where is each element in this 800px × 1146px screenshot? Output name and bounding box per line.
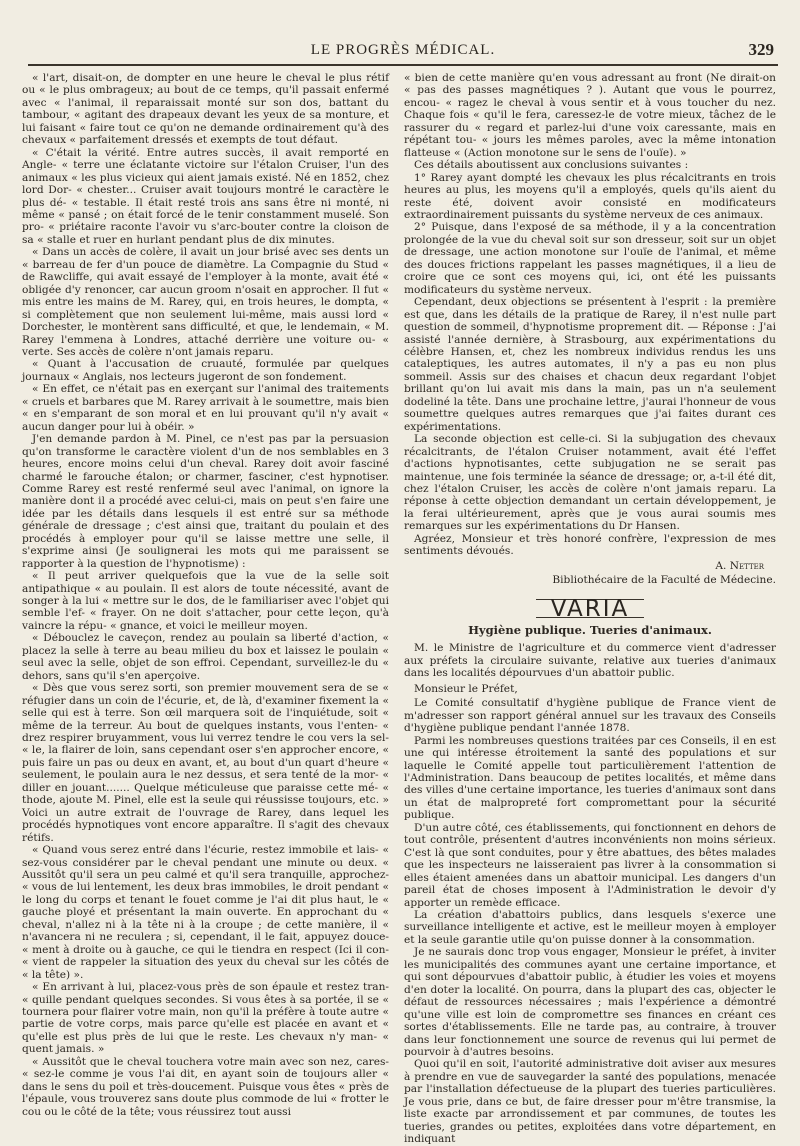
signature-name: A. Netter: [715, 559, 764, 572]
paragraph: Le Comité consultatif d'hygiène publique de France vient de m'adresser son rapport général annuel sur les travaux des Conseils d'hygiène publique pendant l'année 1878.: [404, 697, 776, 735]
varia-heading: VARIA: [536, 599, 644, 618]
circular-intro: M. le Ministre de l'agriculture et du commerce vient d'adresser aux préfets la circulaire suivante, relative aux tueries d'animaux dans les localités dépourvues d'un abattoir public.: [404, 642, 776, 680]
paragraph: « Quant à l'accusation de cruauté, formulée par quelques journaux « Anglais, nos lecteurs jugeront de son fondement.: [22, 358, 389, 383]
paragraph: La seconde objection est celle-ci. Si la subjugation des chevaux récalcitrants, de l'étalon Cruiser notamment, avait été l'effet d'actions hypnotisantes, cette subjugation ne se serait pas maintenue, une fois terminée la séance de dressage; or, a-t-il été dit, chez l'étalon Cruiser, les accès de colère n'ont jamais reparu. La réponse à cette objection demandant un certain développement, je la ferai ultérieurement, après que je vous aurai soumis mes remarques sur les expérimentations du Dr Hansen.: [404, 433, 776, 533]
paragraph: « l'art, disait-on, de dompter en une heure le cheval le plus rétif ou « le plus ombrageux; au bout de ce temps, qu'il passait enfermé avec « l'animal, il reparaissait monté sur son dos, battant du tambour, « agitant des drapeaux devant les yeux de sa monture, et lui faisant « faire tout ce qu'on ne demande ordinairement qu'à des chevaux « parfaitement dressés et exempts de tout défaut.: [22, 72, 389, 147]
section-title: Hygiène publique. Tueries d'animaux.: [468, 623, 712, 638]
paragraph: Agréez, Monsieur et très honoré confrère, l'expression de mes sentiments dévoués.: [404, 532, 776, 558]
paragraph: J'en demande pardon à M. Pinel, ce n'est pas par la persuasion qu'on transforme le caractère violent d'un de nos semblables en 3 heures, encore moins celui d'un cheval. Rarey doit avoir fasciné charmé le farouche étalon; or charmer, fasciner, c'est hypnotiser. Comme Rarey est resté renfermé seul avec l'animal, on ignore la manière dont il a procédé avec celui-ci, mais on peut s'en faire une idée par les détails dans lesquels il est entré sur sa méthode générale de dressage ; c'est ainsi que, traitant du poulain et des procédés à employer pour qu'il se laisse mettre une selle, il s'exprime ainsi (Je soulignerai les mots qui me paraissent se rapporter à la question de l'hypnotisme) :: [22, 433, 389, 570]
paragraph: La création d'abattoirs publics, dans lesquels s'exerce une surveillance intelligente et active, est le meilleur moyen à employer et la seule garantie utile qu'on puisse donner à la consommation.: [404, 909, 776, 946]
paragraph: « En arrivant à lui, placez-vous près de son épaule et restez tran- « quille pendant quelques secondes. Si vous êtes à sa portée, il se « tournera pour flairer votre main, non qu'il la préfère à toute autre « partie de votre corps, mais parce qu'elle est placée en avant et « qu'elle est plus près de lui que le reste. Les chevaux n'y man- « quent jamais. »: [22, 981, 389, 1056]
page-number: 329: [748, 40, 774, 59]
paragraph: Cependant, deux objections se présentent à l'esprit : la première est que, dans les détails de la pratique de Rarey, il n'est nulle part question de sommeil, d'hypnotisme proprement dit. — Réponse : J'ai assisté l'année dernière, à Strasbourg, aux expérimentations du célèbre Hansen, et, chez les nombreux individus rendus les uns cataleptiques, les autres automates, il n'y a pas eu non plus sommeil. Assis sur des chaises et chacun deux regardant l'objet brillant qu'on lui avait mis dans la main, pas un n'a seulement dodeliné la tête. Dans une prochaine lettre, j'aurai l'honneur de vous soumettre quelques autres remarques que j'ai faites durant ces expérimentations.: [404, 296, 776, 433]
paragraph: « Dès que vous serez sorti, son premier mouvement sera de se « réfugier dans un coin de l'écurie, et, de là, d'examiner fixement la « selle qui est à terre. Son œil marquera soit de l'inquiétude, soit « même de la terreur. Au bout de quelques instants, vous l'enten- « drez respirer bruyamment, vous lui verrez tendre le cou vers la sel- « le, la flairer de loin, sans cependant oser s'en approcher encore, « puis faire un pas ou deux en avant, et, au bout d'un quart d'heure « seulement, le poulain aura le nez dessus, et sera tenté de la mor- « diller en jouant....... Quelque méticuleuse que paraisse cette mé- « thode, ajoute M. Pinel, elle est la seule qui réussisse toujours, etc. » Voici un autre extrait de l'ouvrage de Rarey, dans lequel les procédés hypnotiques vont encore apparaître. Il s'agit des chevaux rétifs.: [22, 682, 389, 844]
salutation: Monsieur le Préfet,: [414, 682, 518, 695]
paragraph: 1° Rarey ayant dompté les chevaux les plus récalcitrants en trois heures au plus, les moyens qu'il a employés, quels qu'ils aient du reste été, doivent avoir consisté en modificateurs extraordinairement puissants du système nerveux de ces animaux.: [404, 171, 776, 221]
journal-title: LE PROGRÈS MÉDICAL.: [310, 42, 496, 58]
paragraph: « En effet, ce n'était pas en exerçant sur l'animal des traitements « cruels et barbares que M. Rarey arrivait à le soumettre, mais bien « en s'emparant de son moral et en lui prouvant qu'il n'y avait « aucun danger pour lui à obéir. »: [22, 383, 389, 433]
paragraph: « Quand vous serez entré dans l'écurie, restez immobile et lais- « sez-vous considérer par le cheval pendant une minute ou deux. « Aussitôt qu'il sera un peu calmé et qu'il sera tranquille, approchez- « vous de lui lentement, les deux bras immobiles, le droit pendant « le long du corps et tenant le fouet comme je l'ai dit plus haut, le « gauche ployé et présentant la main ouverte. En approchant du « cheval, n'allez ni à la tête ni à la croupe ; de cette manière, il « n'avancera ni ne reculera ; si, cependant, il le fait, appuyez douce- « ment à droite ou à gauche, ce qui le tiendra en respect (Ici il con- « vient de rappeler la situation des yeux du cheval sur les côtés de « la tête) ».: [22, 844, 389, 981]
paragraph: D'un autre côté, ces établissements, qui fonctionnent en dehors de tout contrôle, présentent d'autres inconvénients non moins sérieux. C'est là que sont conduites, pour y être abattues, des bêtes malades que les inspecteurs ne laisseraient pas livrer à la consommation si elles étaient amenées dans un abattoir municipal. Les dangers d'un pareil état de choses imposent à l'Administration le devoir d'y apporter un remède efficace.: [404, 821, 776, 909]
paragraph: 2° Puisque, dans l'exposé de sa méthode, il y a la concentration prolongée de la vue du cheval soit sur son dresseur, soit sur un objet de dressage, une action monotone sur l'ouïe de l'animal, et même des douces frictions rappelant les passes magnétiques, il a lieu de croire que ce sont ces moyens qui, ici, ont été les puissants modificateurs du système nerveux.: [404, 221, 776, 296]
page-header: [28, 38, 778, 66]
signature-title: Bibliothécaire de la Faculté de Médecine.: [552, 574, 776, 587]
paragraph: « Débouclez le caveçon, rendez au poulain sa liberté d'action, « placez la selle à terre au beau milieu du box et laissez le poulain « seul avec la selle, objet de son effroi. Cependant, surveillez-le du « dehors, sans qu'il s'en aperçoive.: [22, 632, 389, 682]
paragraph: « bien de cette manière qu'en vous adressant au front (Ne dirait-on « pas des passes magnétiques ? ). Autant que vous le pourrez, encou- « ragez le cheval à vous sentir et à vous toucher du nez. Chaque fois « qu'il le fera, caressez-le de votre mieux, tâchez de le rassurer du « regard et parlez-lui d'une voix caressante, mais en répétant tou- « jours les mêmes paroles, avec la même intonation flatteuse « (Action monotone sur le sens de l'ouïe). »: [404, 72, 776, 159]
paragraph: « Il peut arriver quelquefois que la vue de la selle soit antipathique « au poulain. Il est alors de toute nécessité, avant de songer à la lui « mettre sur le dos, de le familiariser avec l'objet qui semble l'ef- « frayer. On ne doit s'attacher, pour cette leçon, qu'à vaincre la répu- « gnance, et voici le meilleur moyen.: [22, 570, 389, 632]
paragraph: Parmi les nombreuses questions traitées par ces Conseils, il en est une qui intéresse étroitement la santé des populations et sur laquelle le Comité appelle tout particulièrement l'attention de l'Administration. Dans beaucoup de petites localités, et même dans des villes d'une certaine importance, les tueries d'animaux sont dans un état de malpropreté fort compromettant pour la sécurité publique.: [404, 734, 776, 822]
paragraph: « Dans un accès de colère, il avait un jour brisé avec ses dents un « barreau de fer d'un pouce de diamètre. La Compagnie du Stud « de Rawcliffe, qui avait essayé de l'employer à la monte, avait été « obligée d'y renoncer, car aucun groom n'osait en approcher. Il fut « mis entre les mains de M. Rarey, qui, en trois heures, le dompta, « si complètement que non seulement lui-même, mais aussi lord « Dorchester, le montèrent sans difficulté, et que, le lendemain, « M. Rarey l'emmena à Londres, attaché derrière une voiture ou- « verte. Ses accès de colère n'ont jamais reparu.: [22, 246, 389, 358]
paragraph: Ces détails aboutissent aux conclusions suivantes :: [414, 159, 689, 172]
right-column: [404, 72, 776, 1146]
paragraph: Quoi qu'il en soit, l'autorité administrative doit aviser aux mesures à prendre en vue de sauvegarder la santé des populations, menacée par l'installation défectueuse de la plupart des tueries particulières. Je vous prie, dans ce but, de faire dresser pour m'être transmise, la liste exacte par arrondissement et par communes, de toutes les tueries, grandes ou petites, exploitées dans votre département, en indiquant: [404, 1058, 776, 1146]
paragraph: Je ne saurais donc trop vous engager, Monsieur le préfet, à inviter les municipalités des communes ayant une certaine importance, et qui sont dépourvues d'abattoir public, à étudier les voies et moyens d'en doter la localité. On pourra, dans la plupart des cas, objecter le défaut de ressources nécessaires ; mais l'expérience a démontré qu'une ville est loin de compromettre ses finances en créant ces sortes d'établissements. Elle ne tarde pas, au contraire, à trouver dans leur fonctionnement une source de revenus qui lui permet de pourvoir à d'autres besoins.: [404, 946, 776, 1058]
paragraph: « C'était la vérité. Entre autres succès, il avait remporté en Angle- « terre une éclatante victoire sur l'étalon Cruiser, l'un des animaux « les plus vicieux qui aient jamais existé. Né en 1852, chez lord Dor- « chester... Cruiser avait toujours montré le caractère le plus dé- « testable. Il était resté trois ans sans être ni monté, ni même « pansé ; on était forcé de le tenir constamment muselé. Son pro- « priétaire raconte l'avoir vu s'arc-bouter contre la cloison de sa « stalle et ruer en hurlant pendant plus de dix minutes.: [22, 146, 389, 246]
paragraph: « Aussitôt que le cheval touchera votre main avec son nez, cares- « sez-le comme je vous l'ai dit, en ayant soin de toujours aller « dans le sens du poil et très-doucement. Puisque vous êtes « près de l'épaule, vous trouverez sans doute plus commode de lui « frotter le cou ou le côté de la tête; vous réussirez tout aussi: [22, 1055, 389, 1118]
left-column: [22, 72, 389, 1118]
